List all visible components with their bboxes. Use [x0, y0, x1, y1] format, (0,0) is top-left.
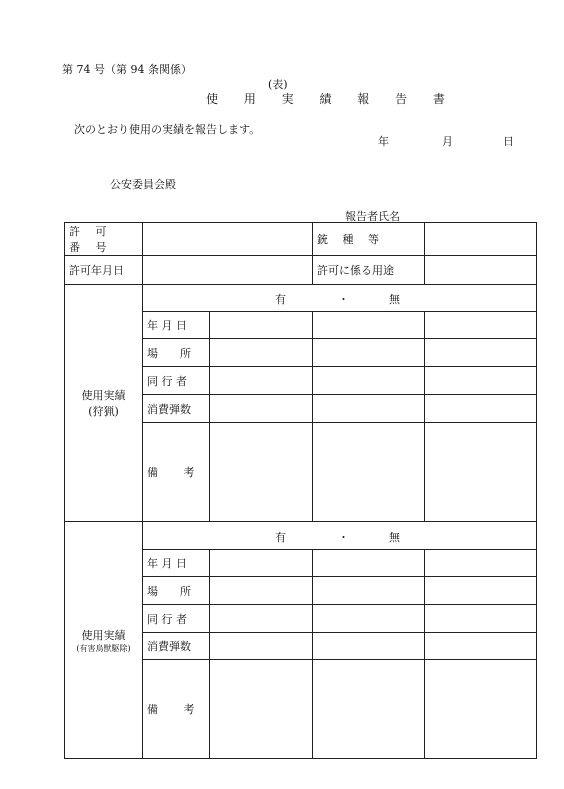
gun-type-label: 銃 種 等: [313, 223, 425, 256]
section-pest-title: 使用実績: [81, 628, 126, 642]
presence-row[interactable]: [143, 522, 537, 550]
row-remarks-label: 備 考: [143, 660, 210, 759]
cell[interactable]: [313, 605, 425, 633]
cell[interactable]: [425, 660, 537, 759]
permit-use-label: 許可に係る用途: [313, 256, 425, 285]
presence-dot: ・: [338, 293, 349, 306]
cell[interactable]: [313, 367, 425, 395]
row-remarks-label: 備 考: [143, 423, 210, 522]
cell[interactable]: [210, 367, 313, 395]
permit-number-label: 許 可 番 号: [65, 223, 143, 256]
cell[interactable]: [313, 550, 425, 577]
cell[interactable]: [425, 395, 537, 423]
cell[interactable]: [313, 660, 425, 759]
cell[interactable]: [210, 660, 313, 759]
cell[interactable]: [425, 550, 537, 577]
presence-no[interactable]: 無: [389, 293, 400, 306]
date-month: 月: [442, 135, 453, 148]
permit-number-field[interactable]: [143, 223, 313, 256]
side-label: (表): [268, 78, 288, 91]
cell[interactable]: [425, 423, 537, 522]
cell[interactable]: [210, 605, 313, 633]
permit-date-label: 許可年月日: [65, 256, 143, 285]
section-pest-sub: (有害鳥獣駆除): [76, 643, 131, 653]
section-pest-control: [65, 522, 143, 759]
intro-text: 次のとおり使用の実績を報告します。: [74, 123, 261, 136]
row-companion-label: 同 行 者: [143, 605, 210, 633]
gun-type-field[interactable]: [425, 223, 537, 256]
presence-yes[interactable]: 有: [275, 293, 286, 306]
date-year: 年: [378, 135, 389, 148]
row-companion-label: 同 行 者: [143, 367, 210, 395]
presence-yes[interactable]: 有: [275, 530, 286, 544]
section-hunting: [65, 285, 143, 522]
cell[interactable]: [425, 633, 537, 660]
cell[interactable]: [425, 605, 537, 633]
row-place-label: 場 所: [143, 577, 210, 605]
cell[interactable]: [210, 550, 313, 577]
cell[interactable]: [313, 339, 425, 367]
presence-row[interactable]: [143, 285, 537, 312]
cell[interactable]: [210, 395, 313, 423]
row-ammo-label: 消費弾数: [143, 395, 210, 423]
addressee: 公安委員会殿: [110, 178, 176, 191]
cell[interactable]: [210, 312, 313, 339]
cell[interactable]: [425, 312, 537, 339]
cell[interactable]: [313, 633, 425, 660]
permit-use-field[interactable]: [425, 256, 537, 285]
cell[interactable]: [425, 577, 537, 605]
presence-dot: ・: [338, 530, 349, 544]
reporter-label: 報告者氏名: [345, 210, 400, 223]
cell[interactable]: [210, 339, 313, 367]
section-hunting-title: 使用実績: [81, 389, 126, 402]
cell[interactable]: [313, 395, 425, 423]
row-place-label: 場 所: [143, 339, 210, 367]
cell[interactable]: [210, 423, 313, 522]
cell[interactable]: [210, 577, 313, 605]
page-title: 使 用 実 績 報 告 書: [206, 92, 456, 106]
row-date-label: 年 月 日: [143, 550, 210, 577]
cell[interactable]: [210, 633, 313, 660]
date-day: 日: [503, 135, 514, 148]
presence-no[interactable]: 無: [389, 530, 400, 544]
cell[interactable]: [313, 312, 425, 339]
cell[interactable]: [425, 339, 537, 367]
row-ammo-label: 消費弾数: [143, 633, 210, 660]
permit-date-field[interactable]: [143, 256, 313, 285]
cell[interactable]: [425, 367, 537, 395]
cell[interactable]: [313, 577, 425, 605]
row-date-label: 年 月 日: [143, 312, 210, 339]
report-table: [64, 222, 537, 759]
cell[interactable]: [313, 423, 425, 522]
form-number: 第 74 号（第 94 条関係）: [62, 63, 192, 76]
section-hunting-sub: (狩猟): [88, 405, 119, 418]
